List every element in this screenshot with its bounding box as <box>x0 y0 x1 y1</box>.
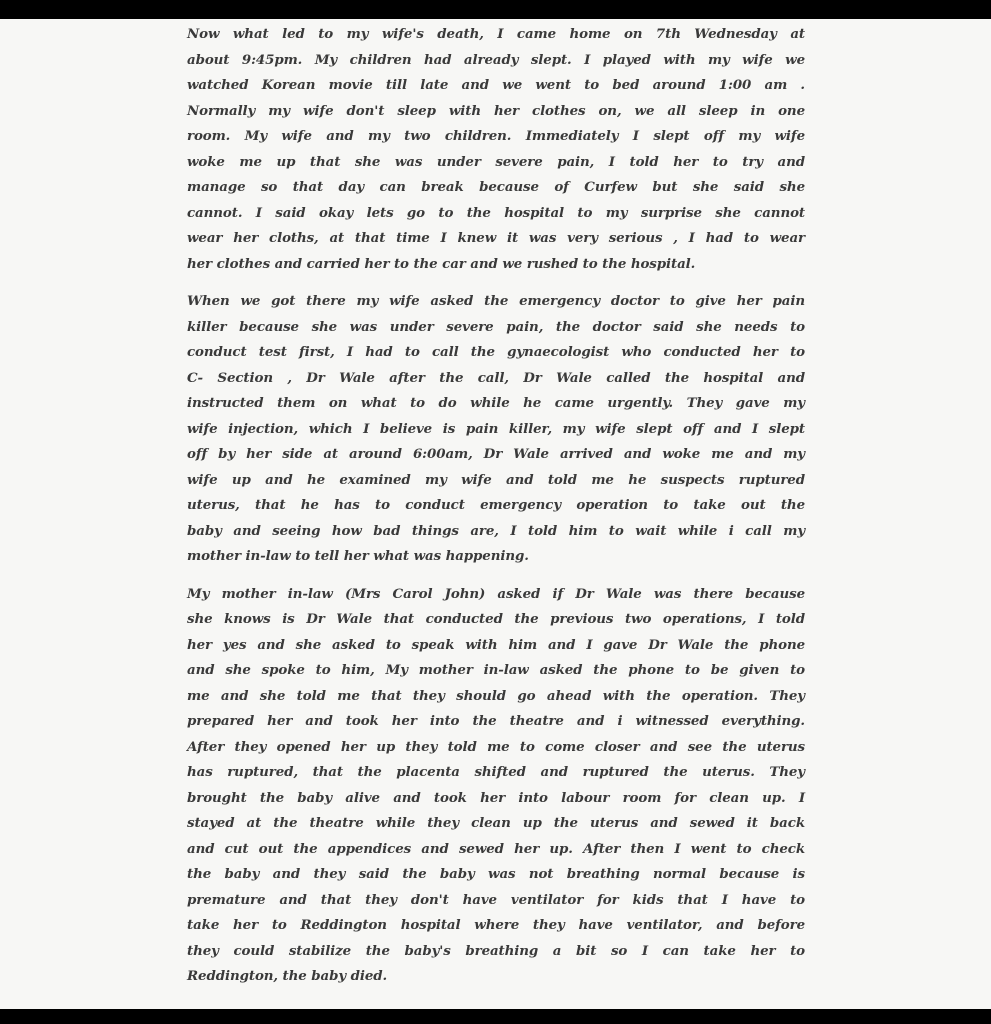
text-line: and cut out the appendices and sewed her up. After then I went to check <box>187 840 805 857</box>
text-line: wife injection, which I believe is pain killer, my wife slept off and I slept <box>187 420 805 437</box>
text-line: watched Korean movie till late and we went to bed around 1:00 am . <box>187 77 805 93</box>
text-line: and she spoke to him, My mother in-law asked the phone to be given to <box>187 662 805 678</box>
text-line: the baby and they said the baby was not breathing normal because is <box>187 866 805 882</box>
text-line: has ruptured, that the placenta shifted and ruptured the uterus. They <box>187 764 805 780</box>
text-line: manage so that day can break because of Curfew but she said she <box>187 179 805 195</box>
text-line: Reddington, the baby died. <box>187 968 388 984</box>
text-line: wear her cloths, at that time I knew it was very serious , I had to wear <box>187 230 805 246</box>
paragraph-3 <box>187 582 805 990</box>
text-line: she knows is Dr Wale that conducted the previous two operations, I told <box>187 611 805 627</box>
text-line: me and she told me that they should go ahead with the operation. They <box>187 687 805 704</box>
paragraph-1 <box>187 22 805 277</box>
text-line: brought the baby alive and took her into labour room for clean up. I <box>187 789 805 806</box>
text-line: room. My wife and my two children. Immediately I slept off my wife <box>187 128 805 144</box>
text-line: about 9:45pm. My children had already slept. I played with my wife we <box>187 51 805 68</box>
text-line: mother in-law to tell her what was happening. <box>187 548 529 564</box>
text-line: After they opened her up they told me to come closer and see the uterus <box>187 738 805 755</box>
statement-text <box>187 22 805 1002</box>
text-line: When we got there my wife asked the emergency doctor to give her pain <box>187 293 805 309</box>
text-line: My mother in-law (Mrs Carol John) asked if Dr Wale was there because <box>187 585 805 602</box>
text-line: wife up and he examined my wife and told me he suspects ruptured <box>187 471 805 488</box>
text-line: stayed at the theatre while they clean up the uterus and sewed it back <box>187 815 805 831</box>
text-line: Now what led to my wife's death, I came home on 7th Wednesday at <box>187 26 805 42</box>
paragraph-2 <box>187 289 805 570</box>
text-line: woke me up that she was under severe pain, I told her to try and <box>187 153 805 170</box>
text-line: premature and that they don't have ventilator for kids that I have to <box>187 891 805 908</box>
text-line: conduct test first, I had to call the gynaecologist who conducted her to <box>187 344 805 360</box>
text-line: uterus, that he has to conduct emergency operation to take out the <box>187 497 805 513</box>
text-line: take her to Reddington hospital where they have ventilator, and before <box>187 917 805 933</box>
text-line: her clothes and carried her to the car and we rushed to the hospital. <box>187 255 696 272</box>
document-page <box>0 19 991 1009</box>
text-line: Normally my wife don't sleep with her clothes on, we all sleep in one <box>187 102 805 119</box>
text-line: her yes and she asked to speak with him and I gave Dr Wale the phone <box>187 636 805 653</box>
text-line: they could stabilize the baby's breathing a bit so I can take her to <box>187 942 805 959</box>
text-line: cannot. I said okay lets go to the hospital to my surprise she cannot <box>187 204 805 221</box>
text-line: baby and seeing how bad things are, I told him to wait while i call my <box>187 522 805 539</box>
text-line: off by her side at around 6:00am, Dr Wale arrived and woke me and my <box>187 446 805 462</box>
text-line: instructed them on what to do while he came urgently. They gave my <box>187 395 805 411</box>
text-line: killer because she was under severe pain, the doctor said she needs to <box>187 318 805 335</box>
text-line: prepared her and took her into the theatre and i witnessed everything. <box>187 713 805 729</box>
text-line: C- Section , Dr Wale after the call, Dr Wale called the hospital and <box>187 369 805 386</box>
